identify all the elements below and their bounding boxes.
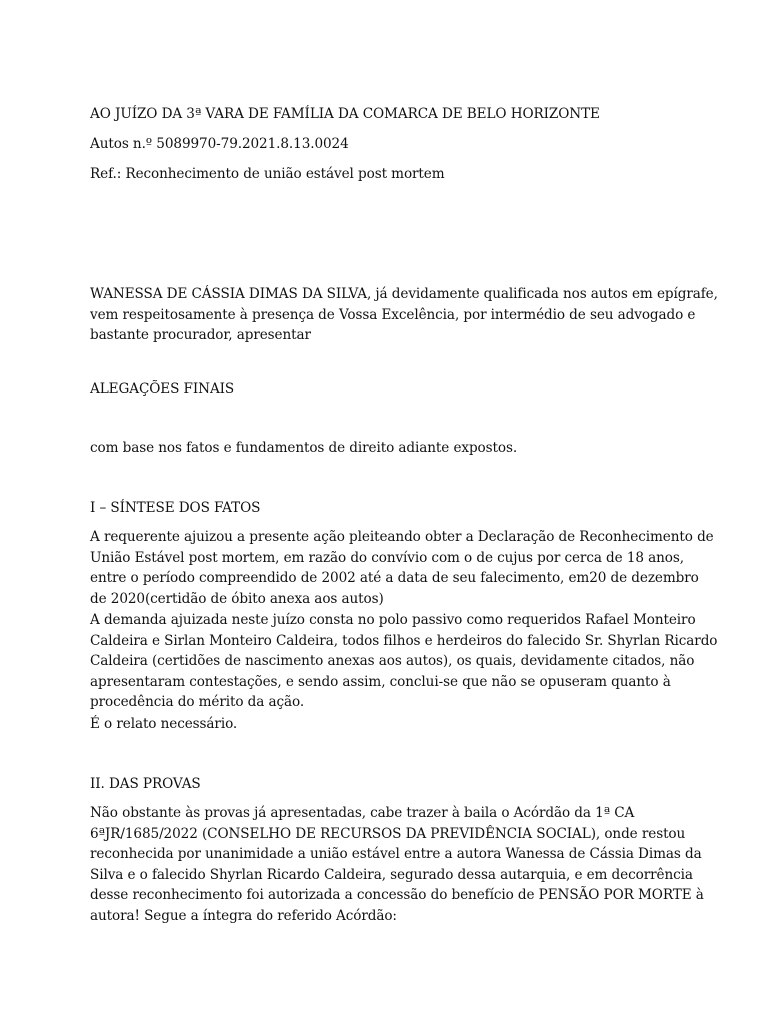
- section-1-paragraph-2: [90, 610, 717, 713]
- intro-line: vem respeitosamente à presença de Vossa Excelência, por intermédio de seu advogado e: [90, 306, 696, 323]
- paragraph-line: Caldeira e Sirlan Monteiro Caldeira, todos filhos e herdeiros do falecido Sr. Shyrlan Ricardo: [90, 632, 718, 649]
- paragraph-line: de 2020(certidão de óbito anexa aos autos): [90, 590, 384, 607]
- paragraph-line: A demanda ajuizada neste juízo consta no polo passivo como requeridos Rafael Monteiro: [90, 612, 696, 628]
- paragraph-line: Silva e o falecido Shyrlan Ricardo Caldeira, segurado dessa autarquia, e em decorrência: [90, 866, 693, 883]
- paragraph-line: Caldeira (certidões de nascimento anexas aos autos), os quais, devidamente citados, não: [90, 653, 695, 669]
- section-1-heading: I – SÍNTESE DOS FATOS: [90, 500, 261, 516]
- section-1-closing: É o relato necessário.: [90, 716, 238, 732]
- paragraph-line: apresentaram contestações, e sendo assim, conclui-se que não se opuseram quanto à: [90, 673, 671, 690]
- paragraph-line: Não obstante às provas já apresentadas, cabe trazer à baila o Acórdão da 1ª CA: [90, 805, 635, 821]
- paragraph-line: desse reconhecimento foi autorizada a concessão do benefício de PENSÃO POR MORTE à: [90, 887, 704, 903]
- case-reference: Ref.: Reconhecimento de união estável post mortem: [90, 166, 445, 182]
- intro-paragraph: [90, 284, 718, 346]
- intro-line: bastante procurador, apresentar: [90, 327, 311, 343]
- paragraph-line: reconhecida por unanimidade a união estável entre a autora Wanessa de Cássia Dimas da: [90, 846, 702, 862]
- basis-statement: com base nos fatos e fundamentos de direito adiante expostos.: [90, 440, 518, 456]
- paragraph-line: entre o período compreendido de 2002 até a data de seu falecimento, em20 de dezembro: [90, 570, 699, 586]
- section-1-paragraph-1: [90, 527, 714, 609]
- paragraph-line: autora! Segue a íntegra do referido Acórdão:: [90, 907, 397, 924]
- document-title: ALEGAÇÕES FINAIS: [90, 381, 235, 397]
- paragraph-line: União Estável post mortem, em razão do convívio com o de cujus por cerca de 18 anos,: [90, 549, 684, 566]
- paragraph-line: A requerente ajuizou a presente ação pleiteando obter a Declaração de Reconhecimento de: [90, 529, 714, 545]
- intro-line: WANESSA DE CÁSSIA DIMAS DA SILVA, já devidamente qualificada nos autos em epígrafe,: [90, 286, 718, 302]
- paragraph-line: procedência do mérito da ação.: [90, 694, 305, 710]
- section-2-heading: II. DAS PROVAS: [90, 776, 201, 792]
- document-page: [90, 0, 718, 1024]
- paragraph-line: 6ªJR/1685/2022 (CONSELHO DE RECURSOS DA PREVIDÊNCIA SOCIAL), onde restou: [90, 825, 686, 842]
- court-address: AO JUÍZO DA 3ª VARA DE FAMÍLIA DA COMARCA DE BELO HORIZONTE: [90, 106, 600, 122]
- case-number: Autos n.º 5089970-79.2021.8.13.0024: [90, 136, 349, 152]
- section-2-paragraph-1: [90, 803, 704, 926]
